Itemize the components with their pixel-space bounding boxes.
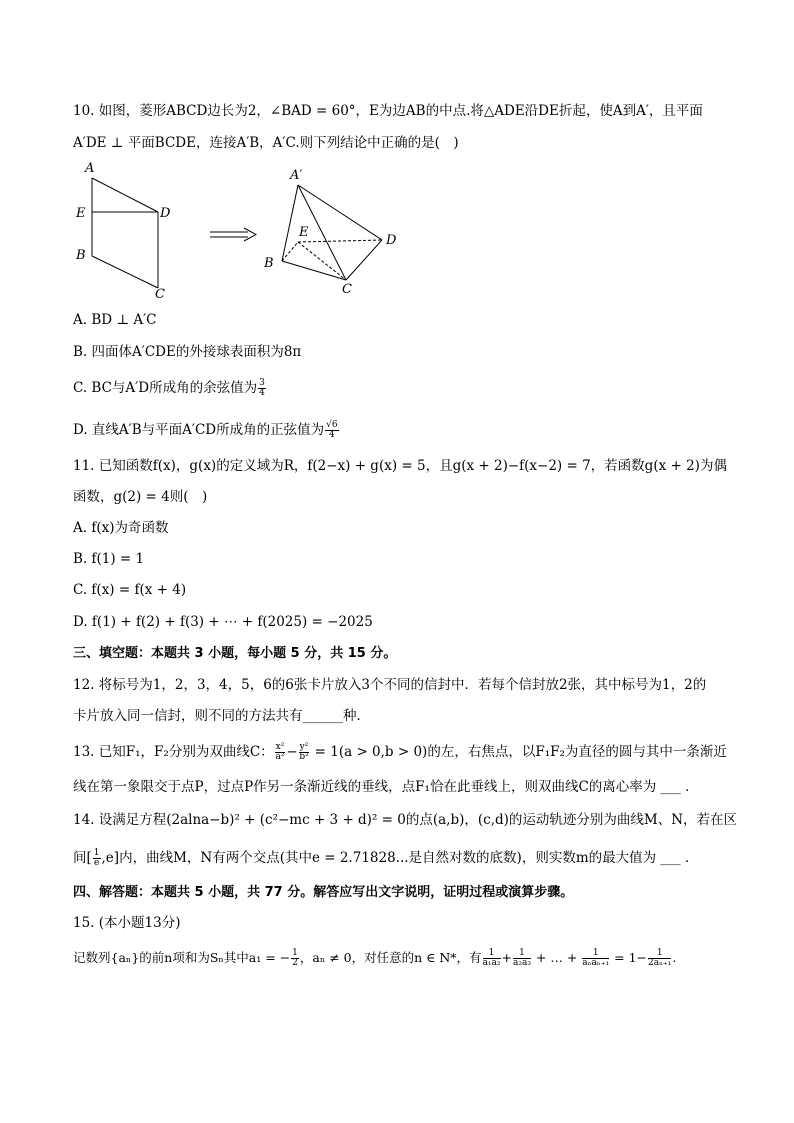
fraction: $\frac{\text{y²}}{\text{b²}}$: [299, 742, 309, 762]
label-C: C: [155, 287, 165, 302]
q11-line1: 11. 已知函数f(x)，g(x)的定义域为R，f(2−x) + g(x) = 5，且g(x + 2)−f(x−2) = 7，若函数g(x + 2)为偶: [73, 458, 727, 474]
label-E: E: [76, 206, 86, 221]
rhombus-figure: [92, 178, 158, 288]
q10-option-b: B. 四面体A′CDE的外接球表面积为8π: [73, 344, 302, 360]
q13-line1: 13. 已知F₁，F₂分别为双曲线C： $\frac{\text{x²}}{\text{a²}}$ − $\frac{\text{y²}}{\text{b²}}$ = 1(a > 0,b > 0)的左，右焦点，以F₁F₂为直径的圆与其中一条渐近: [73, 742, 727, 762]
q11-option-c: C. f(x) = f(x + 4): [73, 582, 187, 598]
label-D-right: D: [386, 233, 397, 248]
q15-line2: 记数列{aₙ}的前n项和为Sₙ其中a₁ = − $\frac{1}{2}$ ，aₙ ≠ 0，对任意的n ∈ N*，有 $\frac{1}{\text{a₁a₂}}$ + $\frac{1}{\text{a₂a₃}}$ + … + $\frac{1}{\text{aₙaₙ₊₁}}$ = 1− $\frac{1}{\text{2aₙ₊₁}}$ .: [73, 948, 677, 968]
label-A: A: [85, 161, 95, 176]
transform-arrow-icon: [210, 228, 256, 241]
section-4-heading: 四、解答题：本题共 5 小题，共 77 分。解答应写出文字说明，证明过程或演算步骤。: [73, 885, 574, 900]
fraction: $\frac{\text{x²}}{\text{a²}}$: [275, 742, 285, 762]
q10-line2: A′DE ⊥ 平面BCDE，连接A′B，A′C.则下列结论中正确的是( ): [73, 135, 459, 151]
tetrahedron-figure: [282, 185, 382, 280]
q12-line1: 12. 将标号为1，2，3，4，5，6的6张卡片放入3个不同的信封中．若每个信封放2张，其中标号为1，2的: [73, 677, 707, 693]
fraction: $\frac{1}{\text{2aₙ₊₁}}$: [648, 948, 672, 968]
q11-line2: 函数，g(2) = 4则( ): [73, 489, 208, 505]
section-3-heading: 三、填空题：本题共 3 小题，每小题 5 分，共 15 分。: [73, 646, 397, 661]
label-C-right: C: [342, 282, 352, 297]
q15-line1: 15. (本小题13分): [73, 915, 181, 931]
q10-option-a: A. BD ⊥ A′C: [73, 312, 157, 328]
q11-option-a: A. f(x)为奇函数: [73, 520, 169, 536]
fraction: $\frac{3}{4}$: [259, 378, 265, 398]
fraction: $\frac{1}{\text{a₂a₃}}$: [513, 948, 531, 968]
fraction: $\frac{1}{\text{a₁a₂}}$: [482, 948, 501, 968]
q11-option-d: D. f(1) + f(2) + f(3) + ⋯ + f(2025) = −2025: [73, 614, 373, 630]
fraction: $\frac{1}{2}$: [292, 948, 298, 968]
q10-figure: [70, 158, 430, 303]
label-B-right: B: [264, 256, 274, 271]
label-B: B: [76, 248, 86, 263]
fraction: $\frac{1}{\text{aₙaₙ₊₁}}$: [582, 948, 610, 968]
q10-option-d: D. 直线A′B与平面A′CD所成角的正弦值为 $\frac{√6}{4}$: [73, 420, 338, 440]
fraction: $\frac{1}{e}$: [93, 848, 100, 868]
q14-line1: 14. 设满足方程(2alna−b)² + (c²−mc + 3 + d)² = 0的点(a,b)，(c,d)的运动轨迹分别为曲线M、N，若在区: [73, 812, 738, 828]
fraction: $\frac{√6}{4}$: [326, 420, 338, 440]
label-A-prime: A′: [290, 168, 303, 183]
q12-line2: 卡片放入同一信封，则不同的方法共有______种．: [73, 708, 370, 724]
q11-option-b: B. f(1) = 1: [73, 551, 145, 567]
label-E-right: E: [299, 225, 309, 240]
q14-line2: 间[ $\frac{1}{e}$ ,e]内，曲线M，N有两个交点(其中e = 2.71828...是自然对数的底数)，则实数m的最大值为 ___ ．: [73, 848, 699, 868]
q13-line2: 线在第一象限交于点P，过点P作另一条渐近线的垂线，点F₁恰在此垂线上，则双曲线C的离心率为 ___ ．: [73, 779, 699, 795]
label-D: D: [160, 206, 171, 221]
q10-option-c: C. BC与A′D所成角的余弦值为 $\frac{3}{4}$: [73, 378, 265, 398]
q10-line1: 10. 如图，菱形ABCD边长为2，∠BAD = 60°，E为边AB的中点.将△ADE沿DE折起，使A到A′，且平面: [73, 103, 703, 119]
